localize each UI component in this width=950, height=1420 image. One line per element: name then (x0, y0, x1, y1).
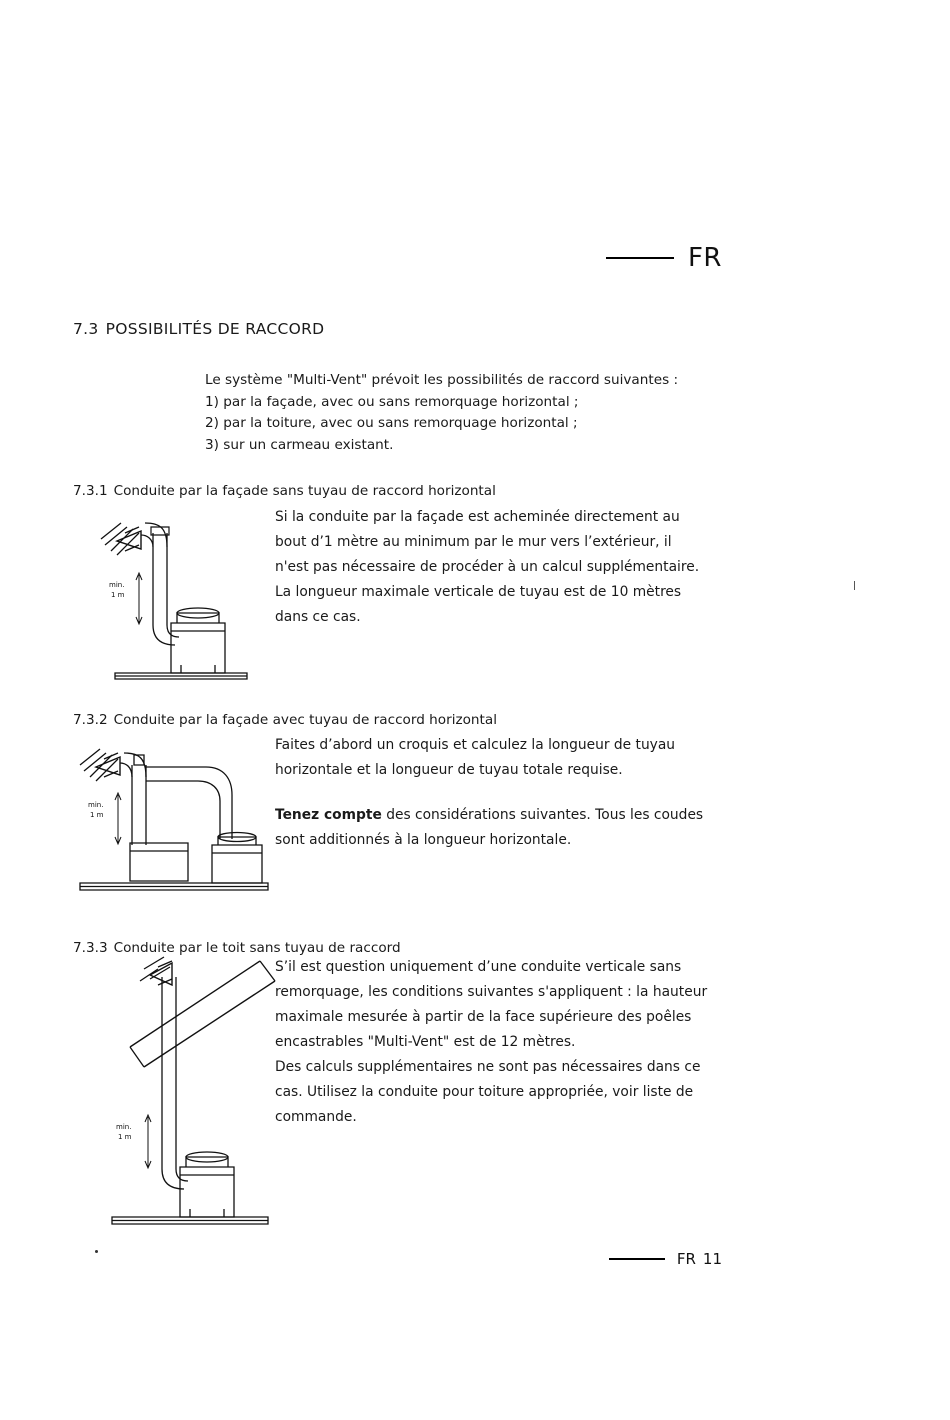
subsection-732-paragraph-1: Faites d’abord un croquis et calculez la longueur de tuyau horizontale et la longueur de tuyau totale requise. (275, 737, 676, 778)
header-rule (606, 257, 674, 259)
header-language-label: FR (687, 243, 722, 273)
subsection-title-731: Conduite par la façade sans tuyau de raccord horizontal (113, 483, 496, 499)
subsection-title-732: Conduite par la façade avec tuyau de raccord horizontal (113, 712, 497, 728)
intro-block (205, 370, 765, 456)
figure-732-label-1m: 1 m (90, 811, 104, 819)
subsection-heading-733 (73, 940, 401, 956)
subsection-731-paragraph-1: Si la conduite par la façade est acheminée directement au bout d’1 mètre au minimum par le mur vers l’extérieur, il n'est pas nécessaire de procéder à un calcul supplémentaire. La longueur maximale verticale de tuyau est de 10 mètres dans ce cas. (275, 509, 700, 625)
figure-732-label-min: min. (88, 801, 104, 809)
subsection-heading-732 (73, 712, 497, 728)
footer-page-number: 11 (702, 1250, 722, 1268)
subsection-body-732 (275, 733, 705, 853)
subsection-body-731 (275, 505, 705, 630)
subsection-number-731: 7.3.1 (73, 483, 108, 499)
figure-733-label-min: min. (116, 1123, 132, 1131)
subsection-733-paragraph-1: S’il est question uniquement d’une conduite verticale sans remorquage, les conditions suivantes s'appliquent : la hauteur maximale mesurée à partir de la face supérieure des poêles encastrables "Multi-Vent" est de 12 mètres. (275, 959, 708, 1050)
figure-731-label-1m: 1 m (111, 591, 125, 599)
figure-roof-without-horizontal (100, 955, 280, 1245)
figure-facade-with-horizontal (72, 733, 277, 898)
figure-733-label-1m: 1 m (118, 1133, 132, 1141)
figure-facade-without-horizontal (95, 505, 260, 680)
registration-tick (854, 581, 856, 590)
subsection-title-733: Conduite par le toit sans tuyau de raccord (113, 940, 401, 956)
section-heading (73, 320, 324, 338)
subsection-number-732: 7.3.2 (73, 712, 108, 728)
intro-item-1: 1) par la façade, avec ou sans remorquage horizontal ; (205, 393, 579, 410)
intro-item-3: 3) sur un carmeau existant. (205, 436, 394, 453)
footer-page-indicator (677, 1250, 722, 1268)
subsection-number-733: 7.3.3 (73, 940, 108, 956)
footer-rule (609, 1258, 665, 1260)
subsection-732-paragraph-2 (275, 803, 705, 853)
intro-lead: Le système "Multi-Vent" prévoit les possibilités de raccord suivantes : (205, 372, 679, 388)
subsection-body-733 (275, 955, 720, 1130)
section-title: POSSIBILITÉS DE RACCORD (105, 320, 325, 338)
section-number: 7.3 (73, 320, 99, 338)
page-header (606, 243, 722, 273)
figure-731-label-min: min. (109, 581, 125, 589)
intro-item-2: 2) par la toiture, avec ou sans remorquage horizontal ; (205, 415, 578, 431)
footer-language-label: FR (676, 1250, 696, 1268)
registration-dot (95, 1250, 98, 1253)
subsection-732-paragraph-2-rest: des considérations suivantes. Tous les coudes sont additionnés à la longueur horizontale. (275, 807, 704, 848)
subsection-733-paragraph-2: Des calculs supplémentaires ne sont pas nécessaires dans ce cas. Utilisez la conduite pour toiture appropriée, voir liste de commande. (275, 1059, 701, 1125)
subsection-heading-731 (73, 483, 496, 499)
subsection-732-paragraph-2-bold: Tenez compte (275, 807, 382, 823)
page-footer (609, 1250, 722, 1268)
